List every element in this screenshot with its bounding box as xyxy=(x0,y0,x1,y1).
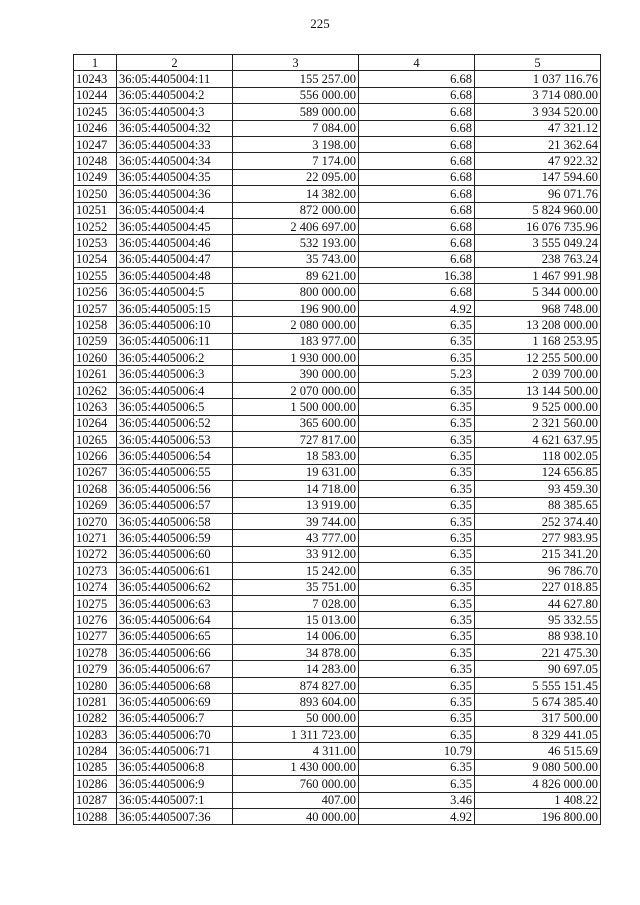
table-cell-col-4: 6.35 xyxy=(359,595,475,611)
table-cell-col-3: 1 311 723.00 xyxy=(233,727,359,743)
table-cell-col-1: 10260 xyxy=(74,350,117,366)
table-row xyxy=(74,104,601,120)
column-header-1: 1 xyxy=(74,55,117,71)
table-cell-col-5: 90 697.05 xyxy=(475,661,601,677)
table-cell-col-2: 36:05:4405004:32 xyxy=(117,120,233,136)
table-cell-col-4: 6.68 xyxy=(359,87,475,103)
table-cell-col-5: 9 525 000.00 xyxy=(475,399,601,415)
table-cell-col-2: 36:05:4405006:10 xyxy=(117,317,233,333)
table-cell-col-3: 760 000.00 xyxy=(233,776,359,792)
table-cell-col-2: 36:05:4405006:62 xyxy=(117,579,233,595)
table-row xyxy=(74,546,601,562)
table-cell-col-2: 36:05:4405004:34 xyxy=(117,153,233,169)
table-cell-col-2: 36:05:4405006:66 xyxy=(117,645,233,661)
table-cell-col-4: 6.35 xyxy=(359,727,475,743)
table-cell-col-4: 6.35 xyxy=(359,579,475,595)
table-cell-col-5: 9 080 500.00 xyxy=(475,759,601,775)
table-cell-col-3: 407.00 xyxy=(233,792,359,808)
table-cell-col-1: 10286 xyxy=(74,776,117,792)
table-cell-col-3: 155 257.00 xyxy=(233,71,359,87)
table-cell-col-2: 36:05:4405006:3 xyxy=(117,366,233,382)
table-cell-col-5: 277 983.95 xyxy=(475,530,601,546)
table-row xyxy=(74,202,601,218)
table-cell-col-5: 1 467 991.98 xyxy=(475,268,601,284)
table-cell-col-1: 10281 xyxy=(74,694,117,710)
table-cell-col-5: 2 039 700.00 xyxy=(475,366,601,382)
table-row xyxy=(74,268,601,284)
page-number: 225 xyxy=(310,16,330,31)
table-cell-col-1: 10280 xyxy=(74,677,117,693)
table-cell-col-4: 6.68 xyxy=(359,136,475,152)
table-cell-col-2: 36:05:4405006:5 xyxy=(117,399,233,415)
table-cell-col-3: 2 080 000.00 xyxy=(233,317,359,333)
table-cell-col-5: 13 144 500.00 xyxy=(475,382,601,398)
table-cell-col-5: 238 763.24 xyxy=(475,251,601,267)
table-cell-col-5: 47 922.32 xyxy=(475,153,601,169)
table-cell-col-2: 36:05:4405006:11 xyxy=(117,333,233,349)
table-cell-col-2: 36:05:4405006:58 xyxy=(117,513,233,529)
table-cell-col-3: 556 000.00 xyxy=(233,87,359,103)
table-cell-col-2: 36:05:4405004:2 xyxy=(117,87,233,103)
table-cell-col-3: 43 777.00 xyxy=(233,530,359,546)
table-cell-col-5: 12 255 500.00 xyxy=(475,350,601,366)
table-cell-col-3: 15 242.00 xyxy=(233,563,359,579)
table-cell-col-3: 14 382.00 xyxy=(233,186,359,202)
table-cell-col-1: 10270 xyxy=(74,513,117,529)
table-row xyxy=(74,136,601,152)
table-row xyxy=(74,513,601,529)
table-row xyxy=(74,350,601,366)
table-cell-col-1: 10249 xyxy=(74,169,117,185)
table-cell-col-2: 36:05:4405006:7 xyxy=(117,710,233,726)
table-cell-col-5: 3 555 049.24 xyxy=(475,235,601,251)
table-cell-col-3: 893 604.00 xyxy=(233,694,359,710)
table-row xyxy=(74,792,601,808)
table-cell-col-1: 10261 xyxy=(74,366,117,382)
table-cell-col-5: 47 321.12 xyxy=(475,120,601,136)
table-cell-col-1: 10288 xyxy=(74,808,117,824)
table-cell-col-3: 7 028.00 xyxy=(233,595,359,611)
table-row xyxy=(74,464,601,480)
table-cell-col-1: 10243 xyxy=(74,71,117,87)
table-cell-col-4: 6.35 xyxy=(359,415,475,431)
table-cell-col-1: 10246 xyxy=(74,120,117,136)
table-cell-col-3: 1 500 000.00 xyxy=(233,399,359,415)
table-cell-col-2: 36:05:4405005:15 xyxy=(117,300,233,316)
table-cell-col-2: 36:05:4405004:36 xyxy=(117,186,233,202)
header-row xyxy=(74,55,601,71)
table-cell-col-3: 532 193.00 xyxy=(233,235,359,251)
table-row xyxy=(74,677,601,693)
table-cell-col-1: 10271 xyxy=(74,530,117,546)
table-row xyxy=(74,169,601,185)
table-cell-col-3: 2 406 697.00 xyxy=(233,218,359,234)
table-cell-col-4: 6.68 xyxy=(359,235,475,251)
table-cell-col-3: 2 070 000.00 xyxy=(233,382,359,398)
table-row xyxy=(74,694,601,710)
data-table xyxy=(73,54,601,825)
table-cell-col-2: 36:05:4405006:71 xyxy=(117,743,233,759)
table-row xyxy=(74,808,601,824)
table-cell-col-5: 3 714 080.00 xyxy=(475,87,601,103)
table-cell-col-1: 10268 xyxy=(74,481,117,497)
table-row xyxy=(74,448,601,464)
table-row xyxy=(74,743,601,759)
table-row xyxy=(74,251,601,267)
table-cell-col-2: 36:05:4405006:63 xyxy=(117,595,233,611)
table-cell-col-4: 6.35 xyxy=(359,481,475,497)
table-cell-col-3: 14 718.00 xyxy=(233,481,359,497)
table-cell-col-4: 6.68 xyxy=(359,202,475,218)
table-cell-col-2: 36:05:4405006:59 xyxy=(117,530,233,546)
table-cell-col-1: 10276 xyxy=(74,612,117,628)
table-cell-col-4: 6.35 xyxy=(359,399,475,415)
table-cell-col-2: 36:05:4405004:33 xyxy=(117,136,233,152)
table-cell-col-5: 124 656.85 xyxy=(475,464,601,480)
table-cell-col-5: 215 341.20 xyxy=(475,546,601,562)
table-cell-col-2: 36:05:4405004:11 xyxy=(117,71,233,87)
table-cell-col-4: 5.23 xyxy=(359,366,475,382)
table-cell-col-3: 4 311.00 xyxy=(233,743,359,759)
table-cell-col-4: 6.68 xyxy=(359,120,475,136)
column-header-4: 4 xyxy=(359,55,475,71)
table-cell-col-4: 4.92 xyxy=(359,300,475,316)
table-cell-col-2: 36:05:4405004:35 xyxy=(117,169,233,185)
table-cell-col-5: 5 555 151.45 xyxy=(475,677,601,693)
table-cell-col-2: 36:05:4405004:5 xyxy=(117,284,233,300)
table-cell-col-2: 36:05:4405006:68 xyxy=(117,677,233,693)
table-cell-col-1: 10269 xyxy=(74,497,117,513)
table-cell-col-3: 365 600.00 xyxy=(233,415,359,431)
table-cell-col-1: 10258 xyxy=(74,317,117,333)
table-cell-col-1: 10282 xyxy=(74,710,117,726)
table-cell-col-5: 5 344 000.00 xyxy=(475,284,601,300)
table-cell-col-1: 10254 xyxy=(74,251,117,267)
table-row xyxy=(74,579,601,595)
table-cell-col-1: 10255 xyxy=(74,268,117,284)
table-cell-col-1: 10285 xyxy=(74,759,117,775)
table-row xyxy=(74,661,601,677)
table-cell-col-4: 6.35 xyxy=(359,317,475,333)
table-cell-col-5: 2 321 560.00 xyxy=(475,415,601,431)
table-cell-col-4: 6.68 xyxy=(359,251,475,267)
table-row xyxy=(74,415,601,431)
table-cell-col-4: 6.35 xyxy=(359,694,475,710)
table-cell-col-4: 6.35 xyxy=(359,497,475,513)
table-cell-col-2: 36:05:4405006:67 xyxy=(117,661,233,677)
table-cell-col-3: 13 919.00 xyxy=(233,497,359,513)
table-row xyxy=(74,612,601,628)
table-cell-col-1: 10263 xyxy=(74,399,117,415)
table-cell-col-4: 6.68 xyxy=(359,218,475,234)
table-row xyxy=(74,284,601,300)
table-row xyxy=(74,431,601,447)
table-cell-col-5: 3 934 520.00 xyxy=(475,104,601,120)
table-row xyxy=(74,235,601,251)
table-cell-col-3: 196 900.00 xyxy=(233,300,359,316)
table-cell-col-1: 10252 xyxy=(74,218,117,234)
table-cell-col-1: 10264 xyxy=(74,415,117,431)
table-cell-col-5: 5 674 385.40 xyxy=(475,694,601,710)
table-cell-col-5: 118 002.05 xyxy=(475,448,601,464)
table-cell-col-3: 50 000.00 xyxy=(233,710,359,726)
table-cell-col-4: 6.68 xyxy=(359,104,475,120)
table-cell-col-5: 1 037 116.76 xyxy=(475,71,601,87)
table-cell-col-4: 4.92 xyxy=(359,808,475,824)
table-cell-col-4: 6.35 xyxy=(359,431,475,447)
table-cell-col-2: 36:05:4405006:2 xyxy=(117,350,233,366)
table-cell-col-5: 21 362.64 xyxy=(475,136,601,152)
table-cell-col-3: 3 198.00 xyxy=(233,136,359,152)
table-cell-col-5: 88 385.65 xyxy=(475,497,601,513)
table-cell-col-1: 10259 xyxy=(74,333,117,349)
table-cell-col-4: 6.35 xyxy=(359,333,475,349)
table-cell-col-4: 10.79 xyxy=(359,743,475,759)
table-cell-col-1: 10245 xyxy=(74,104,117,120)
table-cell-col-3: 35 751.00 xyxy=(233,579,359,595)
table-cell-col-1: 10277 xyxy=(74,628,117,644)
table-cell-col-5: 5 824 960.00 xyxy=(475,202,601,218)
table-cell-col-2: 36:05:4405004:4 xyxy=(117,202,233,218)
table-cell-col-2: 36:05:4405006:57 xyxy=(117,497,233,513)
table-cell-col-3: 15 013.00 xyxy=(233,612,359,628)
table-cell-col-1: 10266 xyxy=(74,448,117,464)
table-cell-col-4: 6.35 xyxy=(359,776,475,792)
table-cell-col-3: 7 084.00 xyxy=(233,120,359,136)
column-header-3: 3 xyxy=(233,55,359,71)
table-cell-col-3: 7 174.00 xyxy=(233,153,359,169)
table-cell-col-1: 10257 xyxy=(74,300,117,316)
table-cell-col-1: 10274 xyxy=(74,579,117,595)
table-cell-col-2: 36:05:4405004:48 xyxy=(117,268,233,284)
table-row xyxy=(74,399,601,415)
table-cell-col-4: 16.38 xyxy=(359,268,475,284)
table-cell-col-2: 36:05:4405006:55 xyxy=(117,464,233,480)
table-cell-col-2: 36:05:4405004:3 xyxy=(117,104,233,120)
table-cell-col-2: 36:05:4405006:8 xyxy=(117,759,233,775)
table-row xyxy=(74,481,601,497)
table-row xyxy=(74,71,601,87)
table-cell-col-3: 18 583.00 xyxy=(233,448,359,464)
table-cell-col-3: 40 000.00 xyxy=(233,808,359,824)
table-cell-col-2: 36:05:4405004:45 xyxy=(117,218,233,234)
table-cell-col-4: 6.35 xyxy=(359,546,475,562)
table-cell-col-4: 6.35 xyxy=(359,563,475,579)
table-row xyxy=(74,333,601,349)
table-cell-col-4: 6.68 xyxy=(359,71,475,87)
table-cell-col-3: 22 095.00 xyxy=(233,169,359,185)
table-cell-col-1: 10267 xyxy=(74,464,117,480)
table-cell-col-1: 10287 xyxy=(74,792,117,808)
table-cell-col-2: 36:05:4405007:1 xyxy=(117,792,233,808)
table-cell-col-4: 6.35 xyxy=(359,464,475,480)
table-row xyxy=(74,710,601,726)
table-cell-col-1: 10251 xyxy=(74,202,117,218)
table-cell-col-5: 13 208 000.00 xyxy=(475,317,601,333)
table-row xyxy=(74,87,601,103)
table-cell-col-3: 35 743.00 xyxy=(233,251,359,267)
table-cell-col-5: 317 500.00 xyxy=(475,710,601,726)
table-cell-col-1: 10273 xyxy=(74,563,117,579)
table-cell-col-5: 221 475.30 xyxy=(475,645,601,661)
table-cell-col-2: 36:05:4405006:52 xyxy=(117,415,233,431)
table-row xyxy=(74,759,601,775)
table-row xyxy=(74,727,601,743)
table-cell-col-4: 6.68 xyxy=(359,284,475,300)
table-cell-col-5: 4 621 637.95 xyxy=(475,431,601,447)
table-cell-col-4: 6.35 xyxy=(359,677,475,693)
table-cell-col-2: 36:05:4405006:60 xyxy=(117,546,233,562)
table-cell-col-5: 8 329 441.05 xyxy=(475,727,601,743)
table-cell-col-4: 6.35 xyxy=(359,513,475,529)
table-cell-col-2: 36:05:4405006:9 xyxy=(117,776,233,792)
table-row xyxy=(74,530,601,546)
table-row xyxy=(74,628,601,644)
table-cell-col-5: 44 627.80 xyxy=(475,595,601,611)
table-row xyxy=(74,595,601,611)
table-cell-col-4: 6.68 xyxy=(359,169,475,185)
table-cell-col-1: 10265 xyxy=(74,431,117,447)
table-cell-col-3: 14 283.00 xyxy=(233,661,359,677)
table-row xyxy=(74,317,601,333)
table-row xyxy=(74,300,601,316)
table-cell-col-4: 6.35 xyxy=(359,382,475,398)
table-cell-col-5: 95 332.55 xyxy=(475,612,601,628)
table-cell-col-2: 36:05:4405004:46 xyxy=(117,235,233,251)
table-cell-col-2: 36:05:4405006:65 xyxy=(117,628,233,644)
table-cell-col-2: 36:05:4405006:56 xyxy=(117,481,233,497)
table-cell-col-4: 6.35 xyxy=(359,710,475,726)
table-row xyxy=(74,120,601,136)
table-row xyxy=(74,366,601,382)
table-cell-col-3: 1 430 000.00 xyxy=(233,759,359,775)
table-cell-col-1: 10284 xyxy=(74,743,117,759)
table-body xyxy=(74,71,601,825)
table-cell-col-4: 6.68 xyxy=(359,153,475,169)
table-cell-col-4: 6.68 xyxy=(359,186,475,202)
table-cell-col-2: 36:05:4405006:64 xyxy=(117,612,233,628)
table-cell-col-4: 6.35 xyxy=(359,628,475,644)
table-cell-col-5: 46 515.69 xyxy=(475,743,601,759)
table-cell-col-1: 10262 xyxy=(74,382,117,398)
table-cell-col-5: 96 786.70 xyxy=(475,563,601,579)
table-cell-col-5: 252 374.40 xyxy=(475,513,601,529)
table-cell-col-5: 4 826 000.00 xyxy=(475,776,601,792)
table-row xyxy=(74,645,601,661)
table-cell-col-4: 6.35 xyxy=(359,661,475,677)
table-cell-col-5: 968 748.00 xyxy=(475,300,601,316)
table-cell-col-2: 36:05:4405007:36 xyxy=(117,808,233,824)
table-cell-col-1: 10250 xyxy=(74,186,117,202)
table-row xyxy=(74,776,601,792)
table-cell-col-2: 36:05:4405006:61 xyxy=(117,563,233,579)
table-row xyxy=(74,563,601,579)
table-cell-col-3: 34 878.00 xyxy=(233,645,359,661)
table-cell-col-5: 1 408.22 xyxy=(475,792,601,808)
table-cell-col-1: 10253 xyxy=(74,235,117,251)
table-cell-col-4: 6.35 xyxy=(359,645,475,661)
table-cell-col-3: 19 631.00 xyxy=(233,464,359,480)
table-row xyxy=(74,153,601,169)
table-cell-col-1: 10248 xyxy=(74,153,117,169)
table-cell-col-1: 10278 xyxy=(74,645,117,661)
table-row xyxy=(74,497,601,513)
table-cell-col-1: 10275 xyxy=(74,595,117,611)
table-cell-col-5: 93 459.30 xyxy=(475,481,601,497)
table-cell-col-2: 36:05:4405004:47 xyxy=(117,251,233,267)
table-row xyxy=(74,382,601,398)
table-cell-col-5: 1 168 253.95 xyxy=(475,333,601,349)
table-cell-col-2: 36:05:4405006:53 xyxy=(117,431,233,447)
table-cell-col-3: 727 817.00 xyxy=(233,431,359,447)
table-cell-col-3: 33 912.00 xyxy=(233,546,359,562)
column-header-2: 2 xyxy=(117,55,233,71)
table-cell-col-3: 183 977.00 xyxy=(233,333,359,349)
table-cell-col-2: 36:05:4405006:70 xyxy=(117,727,233,743)
table-cell-col-5: 96 071.76 xyxy=(475,186,601,202)
table-cell-col-2: 36:05:4405006:54 xyxy=(117,448,233,464)
table-row xyxy=(74,218,601,234)
table-cell-col-4: 6.35 xyxy=(359,448,475,464)
table-cell-col-4: 6.35 xyxy=(359,759,475,775)
column-header-5: 5 xyxy=(475,55,601,71)
table-cell-col-5: 227 018.85 xyxy=(475,579,601,595)
table-cell-col-3: 589 000.00 xyxy=(233,104,359,120)
table-cell-col-4: 3.46 xyxy=(359,792,475,808)
table-cell-col-2: 36:05:4405006:69 xyxy=(117,694,233,710)
table-cell-col-5: 147 594.60 xyxy=(475,169,601,185)
table-cell-col-1: 10256 xyxy=(74,284,117,300)
table-cell-col-1: 10272 xyxy=(74,546,117,562)
table-cell-col-3: 390 000.00 xyxy=(233,366,359,382)
table-cell-col-3: 14 006.00 xyxy=(233,628,359,644)
table-row xyxy=(74,186,601,202)
table-cell-col-1: 10283 xyxy=(74,727,117,743)
table-cell-col-4: 6.35 xyxy=(359,350,475,366)
table-cell-col-3: 872 000.00 xyxy=(233,202,359,218)
table-cell-col-5: 196 800.00 xyxy=(475,808,601,824)
table-cell-col-5: 16 076 735.96 xyxy=(475,218,601,234)
table-cell-col-1: 10279 xyxy=(74,661,117,677)
table-cell-col-2: 36:05:4405006:4 xyxy=(117,382,233,398)
table-cell-col-3: 1 930 000.00 xyxy=(233,350,359,366)
table-cell-col-1: 10247 xyxy=(74,136,117,152)
table-cell-col-3: 874 827.00 xyxy=(233,677,359,693)
table-cell-col-5: 88 938.10 xyxy=(475,628,601,644)
table-cell-col-3: 89 621.00 xyxy=(233,268,359,284)
table-cell-col-3: 39 744.00 xyxy=(233,513,359,529)
table-cell-col-1: 10244 xyxy=(74,87,117,103)
table-cell-col-3: 800 000.00 xyxy=(233,284,359,300)
table-cell-col-4: 6.35 xyxy=(359,612,475,628)
table-cell-col-4: 6.35 xyxy=(359,530,475,546)
